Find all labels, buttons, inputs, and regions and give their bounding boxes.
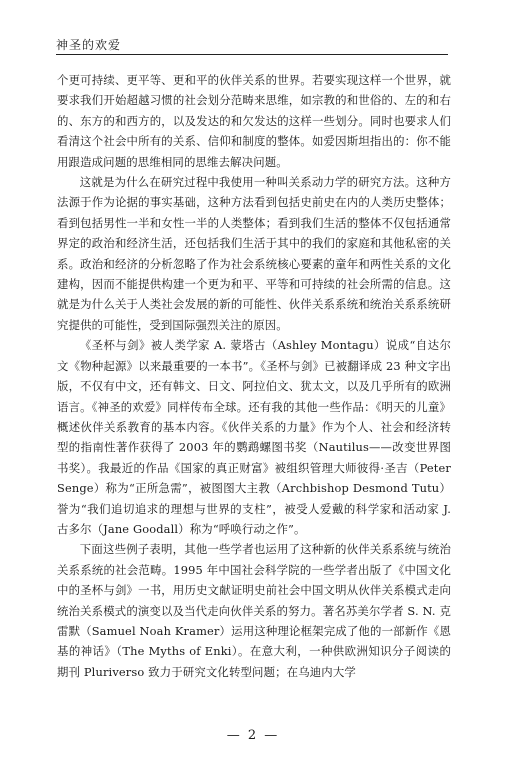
paragraph-2: 这就是为什么在研究过程中我使用一种叫关系动力学的研究方法。这种方法源于作为论据的事实基础，这种方法看到包括史前史在内的人类历史整体；看到包括男性一半和女性一半的人类整体；看到我们生活的整体不仅包括通常界定的政治和经济生活，还包括我们生活于其中的我们的家庭和其他私密的关系。政治和经济的分析忽略了作为社会系统核心要素的童年和两性关系的文化建构，因而不能提供构建一个更为和平、平等和可持续的社会所需的信息。这就是为什么关于人类社会发展的新的可能性、伙伴关系系统和统治关系系统研究提供的可能性，受到国际强烈关注的原因。 [57, 175, 451, 332]
paragraph-1: 个更可持续、更平等、更和平的伙伴关系的世界。若要实现这样一个世界，就要求我们开始超越习惯的社会划分范畴来思维，如宗教的和世俗的、左的和右的、东方的和西方的，以及发达的和欠发达的这样一些划分。同时也要求人们看清这个社会中所有的关系、信仰和制度的整体。如爱因斯坦指出的：你不能用跟造成问题的思维相同的思维去解决问题。 [57, 73, 451, 169]
running-head-title: 神圣的欢爱 [56, 38, 122, 52]
paragraph-4: 下面这些例子表明，其他一些学者也运用了这种新的伙伴关系系统与统治关系系统的社会范畴。1995 年中国社会科学院的一些学者出版了《中国文化中的圣杯与剑》一书，用历史文献证明史前社会中国文明从伙伴关系模式走向统治关系模式的演变以及当代走向伙伴关系的努力。著名苏美尔学者 S. N. 克雷默（Samuel Noah Kramer）运用这种理论框架完成了他的一部新作《恩基的神话》（The Myths of Enki）。在意大利，一种供欧洲知识分子阅读的期刊 Pluriverso 致力于研究文化转型问题；在乌迪内大学 [57, 542, 451, 679]
body-text [57, 70, 451, 682]
header-rule [56, 54, 448, 55]
paragraph-3: 《圣杯与剑》被人类学家 A. 蒙塔古（Ashley Montagu）说成“自达尔文《物种起源》以来最重要的一本书”。《圣杯与剑》已被翻译成 23 种文字出版，不仅有中文，还有韩文、日文、阿拉伯文、犹太文，以及几乎所有的欧洲语言。《神圣的欢爱》同样传布全球。还有我的其他一些作品：《明天的儿童》概述伙伴关系教育的基本内容。《伙伴关系的力量》作为个人、社会和经济转型的指南性著作获得了 2003 年的鹦鹉螺图书奖（Nautilus——改变世界图书奖）。我最近的作品《国家的真正财富》被组织管理大师彼得·圣吉（Peter Senge）称为“正所急需”，被图图大主教（Archbishop Desmond Tutu）誉为“我们追切追求的理想与世界的支柱”，被受人爱戴的科学家和活动家 J. 古多尔（Jane Goodall）称为“呼唤行动之作”。 [57, 338, 451, 536]
page-number: — 2 — [226, 728, 280, 743]
